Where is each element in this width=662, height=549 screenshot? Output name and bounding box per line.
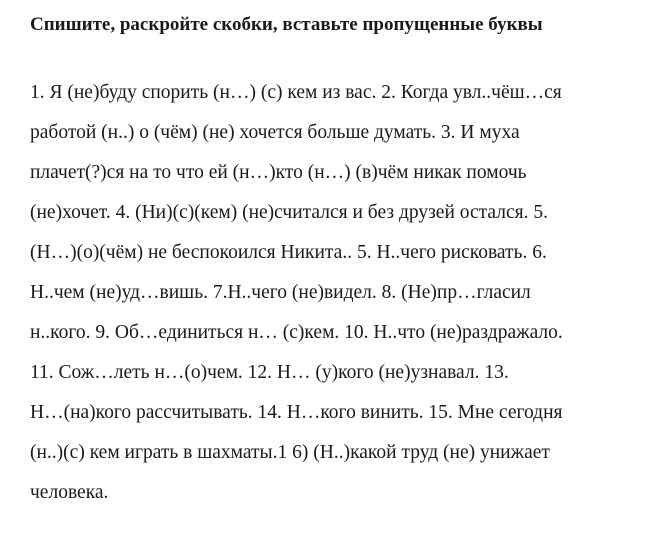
text-line-4: (не)хочет. 4. (Ни)(с)(кем) (не)считался и без друзей остался. 5. <box>30 202 548 223</box>
text-line-1: 1. Я (не)буду спорить (н…) (с) кем из вас. 2. Когда увл..чёш…ся <box>30 82 562 103</box>
exercise-text <box>30 73 650 513</box>
text-line-11: человека. <box>30 482 109 503</box>
text-line-8: 11. Сож…леть н…(о)чем. 12. Н… (у)кого (не)узнавал. 13. <box>30 362 509 383</box>
text-line-9: Н…(на)кого рассчитывать. 14. Н…кого винить. 15. Мне сегодня <box>30 402 563 423</box>
text-line-2: работой (н..) о (чём) (не) хочется больше думать. 3. И муха <box>30 122 520 143</box>
text-line-5: (Н…)(о)(чём) не беспокоился Никита.. 5. Н..чего рисковать. 6. <box>30 242 547 263</box>
text-line-3: плачет(?)ся на то что ей (н…)кто (н…) (в)чём никак помочь <box>30 162 527 183</box>
exercise-title: Спишите, раскройте скобки, вставьте пропущенные буквы <box>30 14 543 35</box>
text-line-10: (н..)(с) кем играть в шахматы.1 6) (Н..)какой труд (не) унижает <box>30 442 550 463</box>
text-line-6: Н..чем (не)уд…вишь. 7.Н..чего (не)видел. 8. (Не)пр…гласил <box>30 282 531 303</box>
text-line-7: н..кого. 9. Об…единиться н… (с)кем. 10. Н..что (не)раздражало. <box>30 322 563 343</box>
